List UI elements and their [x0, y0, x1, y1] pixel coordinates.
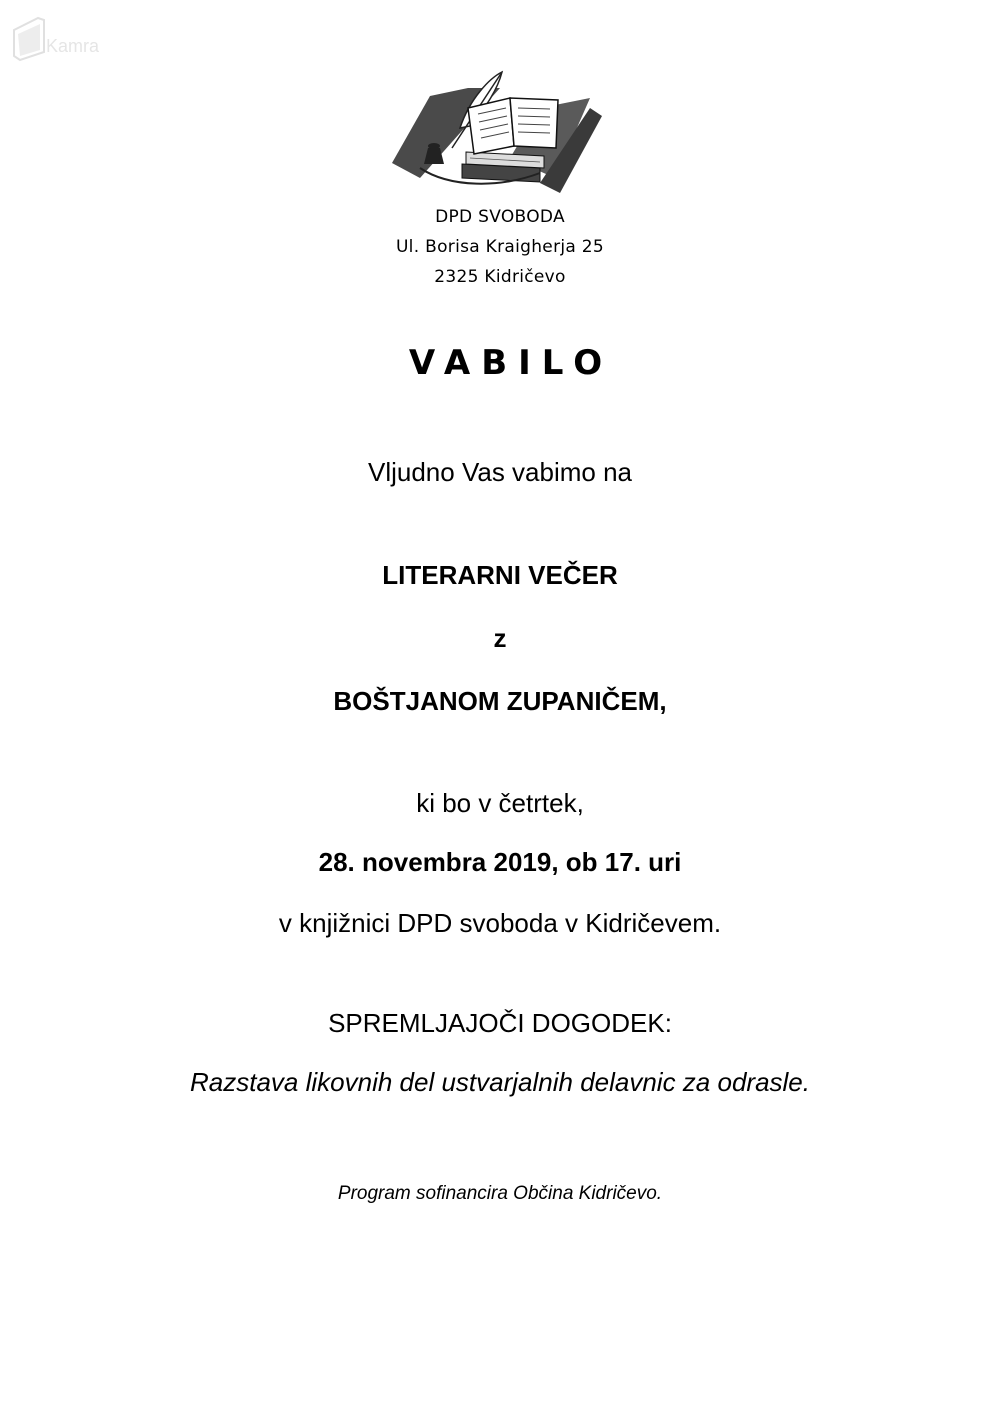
side-event-label: SPREMLJAJOČI DOGODEK: — [328, 1008, 672, 1038]
when-intro: ki bo v četrtek, — [416, 788, 584, 818]
with-text: z — [493, 623, 507, 653]
event-datetime: 28. novembra 2019, ob 17. uri — [318, 847, 682, 877]
book-and-quill-logo — [390, 68, 605, 198]
funding-note: Program sofinancira Občina Kidričevo. — [337, 1183, 663, 1204]
org-city: 2325 Kidričevo — [434, 267, 566, 287]
org-name: DPD SVOBODA — [435, 207, 565, 227]
intro-text: Vljudno Vas vabimo na — [367, 457, 632, 487]
guest-name: BOŠTJANOM ZUPANIČEM, — [333, 686, 667, 716]
invitation-title: VABILO — [408, 343, 614, 383]
event-location: v knjižnici DPD svoboda v Kidričevem. — [278, 908, 722, 938]
event-name: LITERARNI VEČER — [382, 560, 618, 590]
watermark-text: Kamra — [46, 36, 100, 56]
side-event-description: Razstava likovnih del ustvarjalnih delavnic za odrasle. — [190, 1067, 810, 1097]
org-street: Ul. Borisa Kraigherja 25 — [395, 237, 605, 257]
watermark-logo — [10, 12, 120, 62]
